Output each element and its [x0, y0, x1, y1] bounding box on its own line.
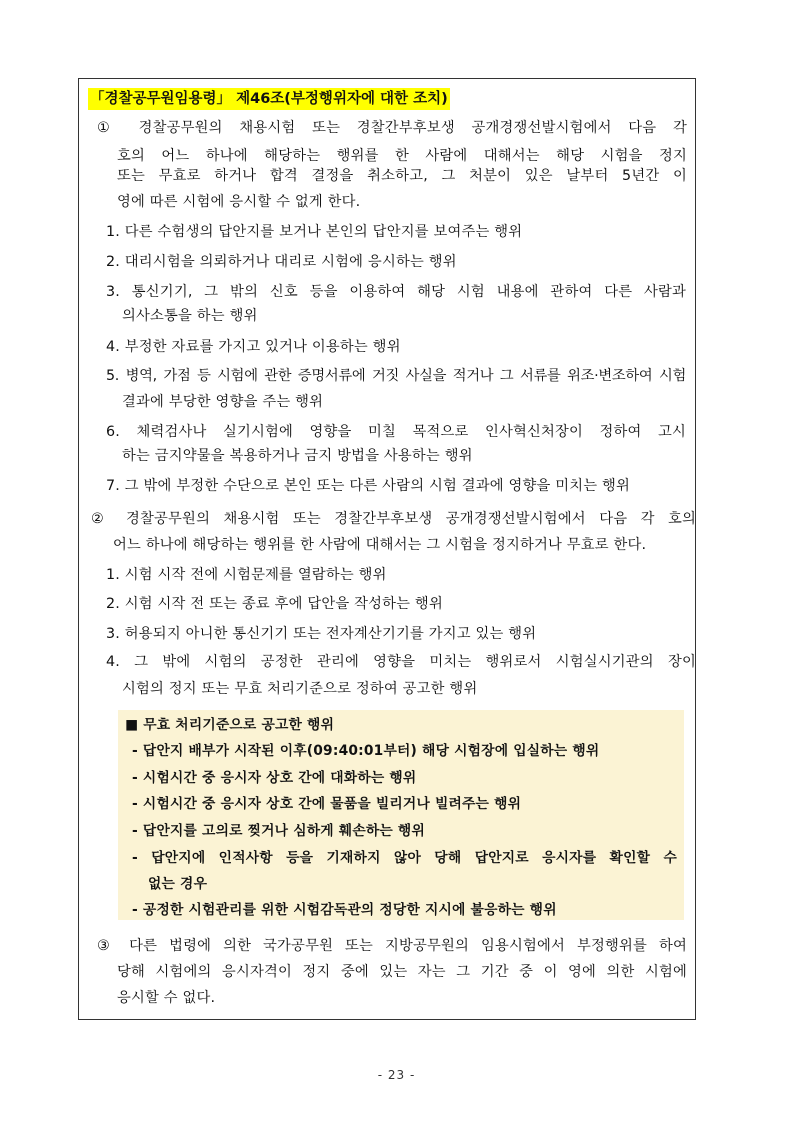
clause1-line: 영에 따른 시험에 응시할 수 없게 한다.: [117, 194, 361, 210]
clause1-item-cont: 의사소통을 하는 행위: [122, 308, 258, 324]
notice-item: - 답안지 배부가 시작된 이후(09:40:01부터) 해당 시험장에 입실하는 행위: [132, 743, 600, 759]
clause3-line: ③ 다른 법령에 의한 국가공무원 또는 지방공무원의 임용시험에서 부정행위를 하여: [97, 938, 687, 954]
notice-item: - 답안지에 인적사항 등을 기재하지 않아 당해 답안지로 응시자를 확인할 수: [132, 850, 677, 866]
notice-item: - 공정한 시험관리를 위한 시험감독관의 정당한 지시에 불응하는 행위: [132, 902, 557, 918]
notice-item: - 시험시간 중 응시자 상호 간에 물품을 빌리거나 빌려주는 행위: [132, 796, 522, 812]
page-number: - 23 -: [377, 1068, 416, 1082]
notice-item: - 시험시간 중 응시자 상호 간에 대화하는 행위: [132, 770, 417, 786]
clause1-item: 1. 다른 수험생의 답안지를 보거나 본인의 답안지를 보여주는 행위: [106, 224, 523, 240]
clause2-line: ② 경찰공무원의 채용시험 또는 경찰간부후보생 공개경쟁선발시험에서 다음 각 호의: [91, 511, 696, 527]
clause3-line: 당해 시험에의 응시자격이 정지 중에 있는 자는 그 기간 중 이 영에 의한 시험에: [117, 964, 687, 980]
notice-item: - 답안지를 고의로 찢거나 심하게 훼손하는 행위: [132, 823, 425, 839]
clause1-item: 3. 통신기기, 그 밖의 신호 등을 이용하여 해당 시험 내용에 관하여 다른 사람과: [106, 284, 686, 300]
clause1-line: 또는 무효로 하거나 합격 결정을 취소하고, 그 처분이 있은 날부터 5년간 이: [117, 168, 687, 184]
clause1-item: 7. 그 밖에 부정한 수단으로 본인 또는 다른 사람의 시험 결과에 영향을 미치는 행위: [106, 478, 631, 494]
notice-box: [118, 710, 684, 920]
clause2-item-cont: 시험의 정지 또는 무효 처리기준으로 정하여 공고한 행위: [122, 681, 478, 697]
clause1-line: ① 경찰공무원의 채용시험 또는 경찰간부후보생 공개경쟁선발시험에서 다음 각: [97, 120, 687, 136]
clause3-line: 응시할 수 없다.: [117, 990, 216, 1006]
article-title: 「경찰공무원임용령」 제46조(부정행위자에 대한 조치): [88, 88, 450, 110]
clause1-item: 2. 대리시험을 의뢰하거나 대리로 시험에 응시하는 행위: [106, 254, 457, 270]
clause2-item: 4. 그 밖에 시험의 공정한 관리에 영향을 미치는 행위로서 시험실시기관의 장이: [106, 654, 696, 670]
clause1-item: 6. 체력검사나 실기시험에 영향을 미칠 목적으로 인사혁신처장이 정하여 고시: [106, 424, 686, 440]
clause1-item: 4. 부정한 자료를 가지고 있거나 이용하는 행위: [106, 339, 401, 355]
clause1-item-cont: 하는 금지약물을 복용하거나 금지 방법을 사용하는 행위: [122, 448, 473, 464]
notice-item-cont: 없는 경우: [148, 876, 208, 892]
clause2-item: 1. 시험 시작 전에 시험문제를 열람하는 행위: [106, 567, 387, 583]
clause2-line: 어느 하나에 해당하는 행위를 한 사람에 대해서는 그 시험을 정지하거나 무효로 한다.: [113, 537, 647, 553]
clause1-line: 호의 어느 하나에 해당하는 행위를 한 사람에 대해서는 해당 시험을 정지: [117, 148, 687, 164]
clause1-item-cont: 결과에 부당한 영향을 주는 행위: [122, 394, 324, 410]
notice-heading: ■ 무효 처리기준으로 공고한 행위: [125, 717, 335, 733]
clause2-item: 2. 시험 시작 전 또는 종료 후에 답안을 작성하는 행위: [106, 596, 443, 612]
clause2-item: 3. 허용되지 아니한 통신기기 또는 전자계산기기를 가지고 있는 행위: [106, 626, 537, 642]
clause1-item: 5. 병역, 가점 등 시험에 관한 증명서류에 거짓 사실을 적거나 그 서류를 위조·변조하여 시험: [106, 368, 686, 384]
